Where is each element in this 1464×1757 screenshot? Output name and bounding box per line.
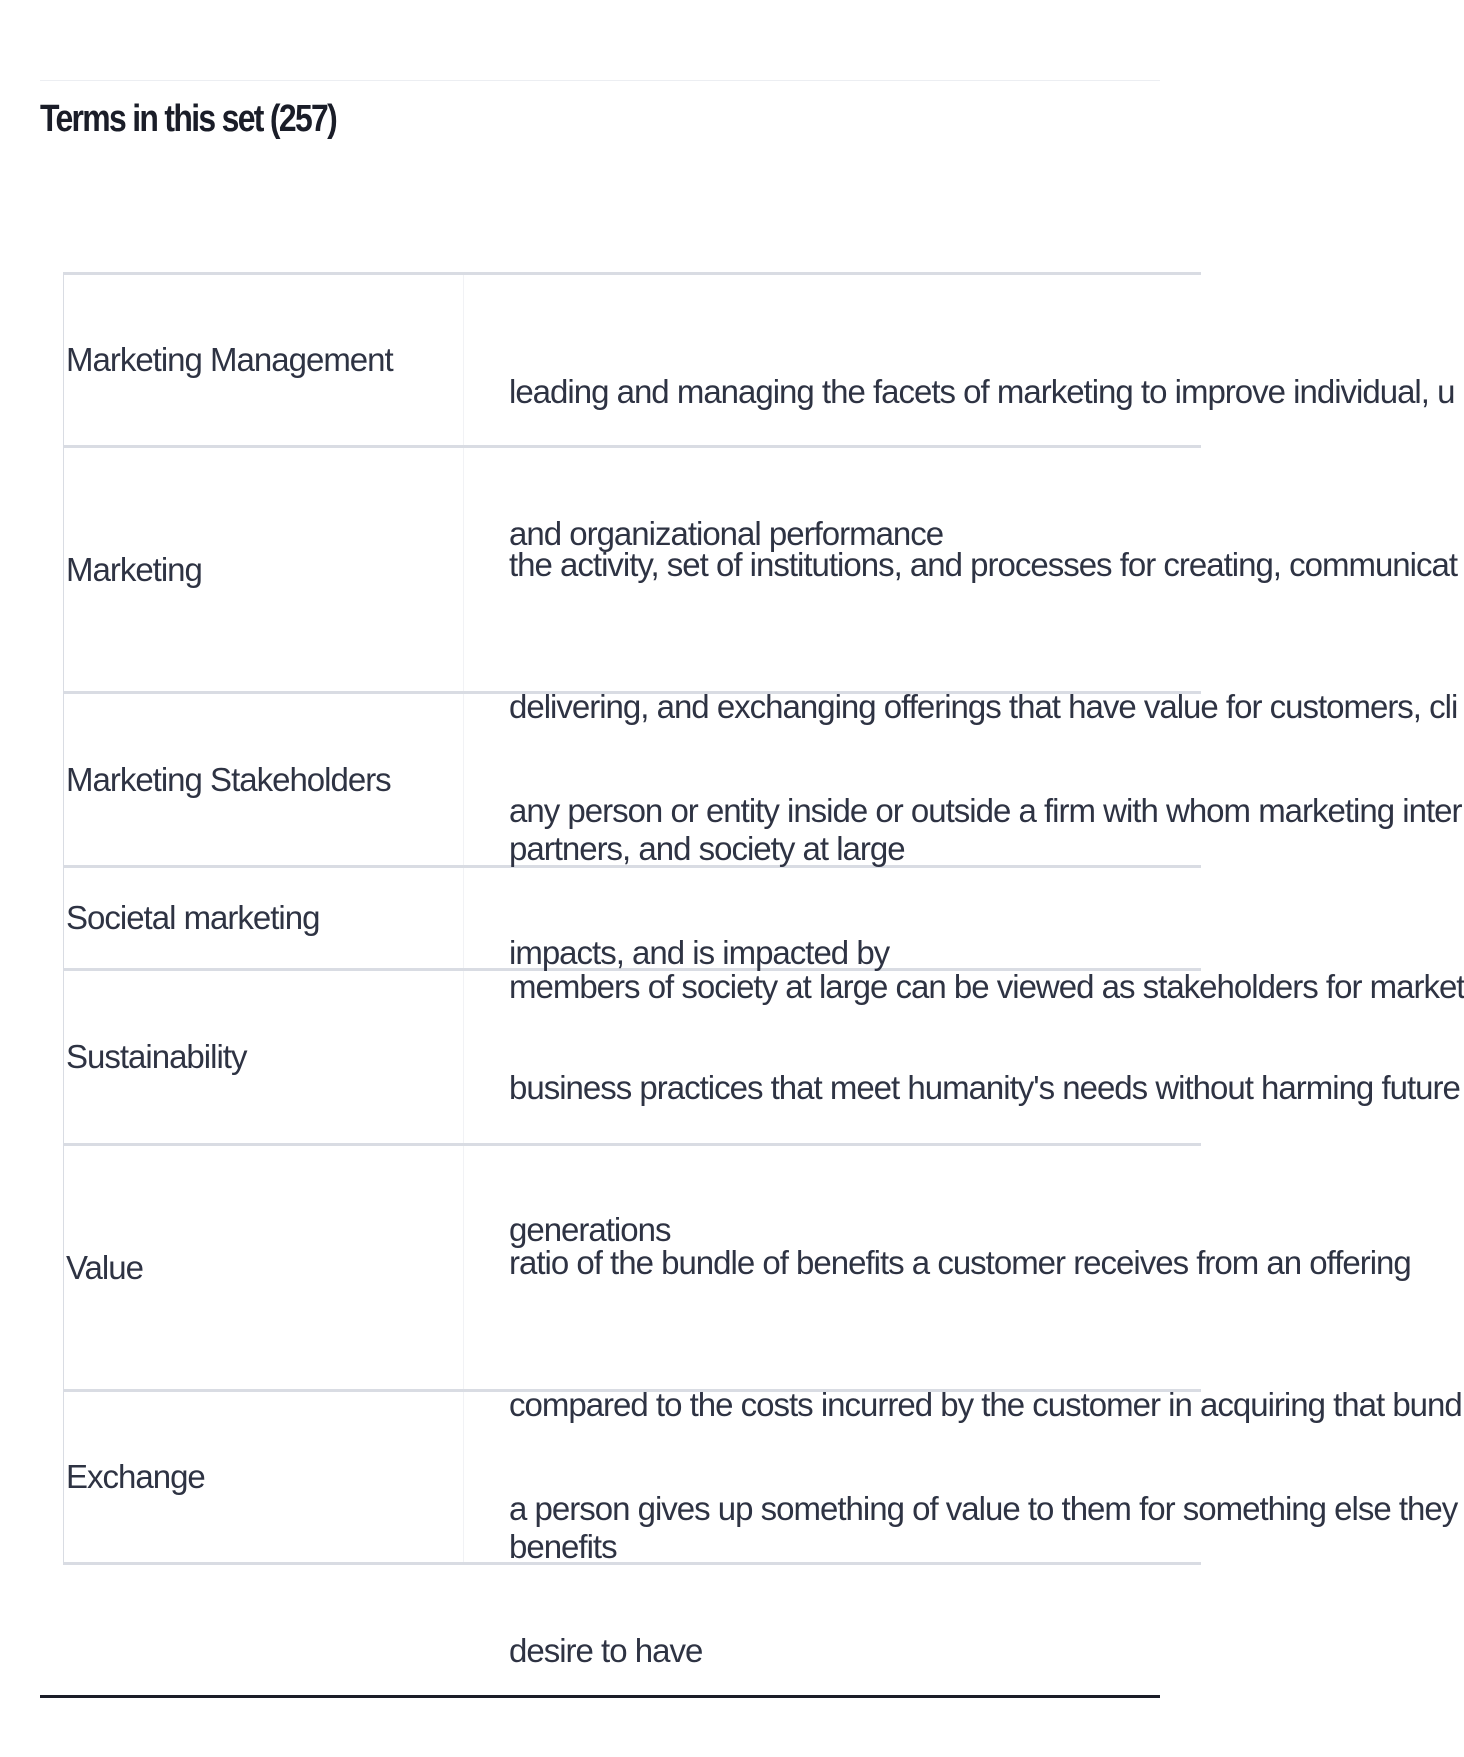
term-row[interactable] xyxy=(64,1392,1458,1669)
term-word: Marketing xyxy=(64,448,464,691)
term-definition xyxy=(464,1392,1458,1669)
term-row[interactable] xyxy=(64,868,1464,1005)
term-definition xyxy=(464,694,1462,971)
term-row[interactable] xyxy=(64,275,1455,552)
definition-line: generations xyxy=(509,1211,671,1248)
definition-line: compared to the costs incurred by the customer in acquiring that bund xyxy=(509,1386,1462,1423)
term-word: Marketing Stakeholders xyxy=(64,694,464,865)
definition-line: business practices that meet humanity's needs without harming future xyxy=(509,1069,1460,1106)
definition-line: members of society at large can be viewed as stakeholders for market xyxy=(509,968,1464,1005)
definition-line: benefits xyxy=(509,1528,617,1565)
definition-line: any person or entity inside or outside a firm with whom marketing inter xyxy=(509,792,1462,829)
terms-table xyxy=(63,272,1464,1669)
definition-line: ratio of the bundle of benefits a customer receives from an offering xyxy=(509,1244,1411,1281)
definition-line: the activity, set of institutions, and processes for creating, communicat xyxy=(509,546,1458,583)
definition-line: desire to have xyxy=(509,1632,703,1669)
term-word: Exchange xyxy=(64,1392,464,1562)
set-title: Terms in this set (257) xyxy=(40,98,337,140)
top-divider xyxy=(40,80,1160,81)
term-word: Marketing Management xyxy=(64,275,464,445)
definition-line: a person gives up something of value to them for something else they xyxy=(509,1490,1458,1527)
term-word: Value xyxy=(64,1146,464,1389)
term-word: Sustainability xyxy=(64,971,464,1143)
term-definition xyxy=(464,868,1464,1005)
definition-line: delivering, and exchanging offerings that have value for customers, cli xyxy=(509,688,1458,725)
definition-line: impacts, and is impacted by xyxy=(509,934,890,971)
term-row[interactable] xyxy=(64,971,1460,1248)
bottom-divider xyxy=(40,1695,1160,1698)
definition-line: leading and managing the facets of marketing to improve individual, u xyxy=(509,373,1455,410)
definition-line: partners, and society at large xyxy=(509,830,905,867)
term-definition xyxy=(464,275,1455,552)
term-definition xyxy=(464,971,1460,1248)
definition-line: and organizational performance xyxy=(509,515,944,552)
term-word: Societal marketing xyxy=(64,868,464,968)
